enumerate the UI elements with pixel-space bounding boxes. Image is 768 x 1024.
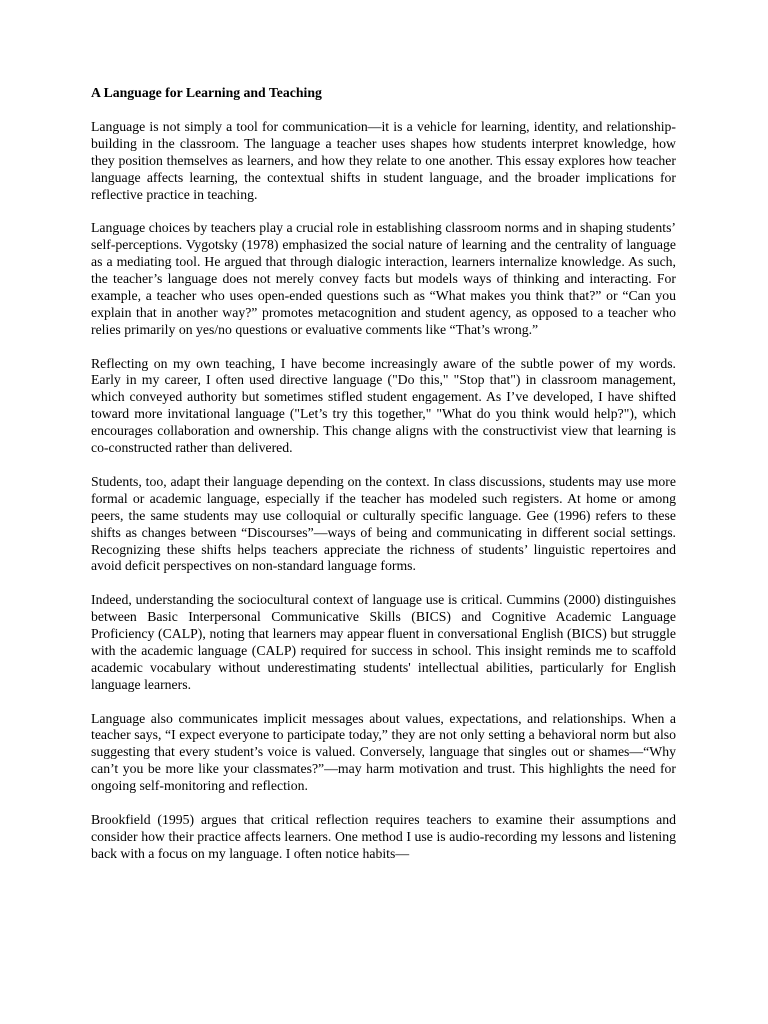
document-title: A Language for Learning and Teaching: [91, 85, 322, 100]
paragraph-3: Reflecting on my own teaching, I have become increasingly aware of the subtle power of my words. Early in my career, I often used directive language ("Do this," "Stop that") in classroom management, which conveyed authority but sometimes stifled student engagement. As I’ve developed, I have shifted toward more invitational language ("Let’s try this together," "What do you think would help?"), which encourages collaboration and ownership. This change aligns with the constructivist view that learning is co-constructed rather than delivered.: [91, 355, 676, 456]
paragraph-6: Language also communicates implicit messages about values, expectations, and relationships. When a teacher says, “I expect everyone to participate today,” they are not only setting a behavioral norm but also suggesting that every student’s voice is valued. Conversely, language that singles out or shames—“Why can’t you be more like your classmates?”—may harm motivation and trust. This highlights the need for ongoing self-monitoring and reflection.: [91, 710, 676, 794]
paragraph-2: Language choices by teachers play a crucial role in establishing classroom norms and in shaping students’ self-perceptions. Vygotsky (1978) emphasized the social nature of learning and the centrality of language as a mediating tool. He argued that through dialogic interaction, learners internalize knowledge. As such, the teacher’s language does not merely convey facts but models ways of thinking and interacting. For example, a teacher who uses open-ended questions such as “What makes you think that?” or “Can you explain that in another way?” promotes metacognition and student agency, as opposed to a teacher who relies primarily on yes/no questions or evaluative comments like “That’s wrong.”: [91, 220, 676, 337]
document-page: [91, 83, 676, 880]
paragraph-4: Students, too, adapt their language depending on the context. In class discussions, students may use more formal or academic language, especially if the teacher has modeled such registers. At home or among peers, the same students may use colloquial or culturally specific language. Gee (1996) refers to these shifts as changes between “Discourses”—ways of being and communicating in different social settings. Recognizing these shifts helps teachers appreciate the richness of students’ linguistic repertoires and avoid deficit perspectives on non-standard language forms.: [91, 473, 676, 574]
paragraph-7: Brookfield (1995) argues that critical reflection requires teachers to examine their assumptions and consider how their practice affects learners. One method I use is audio-recording my lessons and listening back with a focus on my language. I often notice habits—: [91, 811, 676, 861]
paragraph-1: Language is not simply a tool for communication—it is a vehicle for learning, identity, and relationship-building in the classroom. The language a teacher uses shapes how students interpret knowledge, how they position themselves as learners, and how they relate to one another. This essay explores how teacher language affects learning, the contextual shifts in student language, and the broader implications for reflective practice in teaching.: [91, 118, 676, 202]
paragraph-5: Indeed, understanding the sociocultural context of language use is critical. Cummins (2000) distinguishes between Basic Interpersonal Communicative Skills (BICS) and Cognitive Academic Language Proficiency (CALP), noting that learners may appear fluent in conversational English (BICS) but struggle with the academic language (CALP) required for success in school. This insight reminds me to scaffold academic vocabulary without underestimating students' intellectual abilities, particularly for English language learners.: [91, 592, 676, 692]
